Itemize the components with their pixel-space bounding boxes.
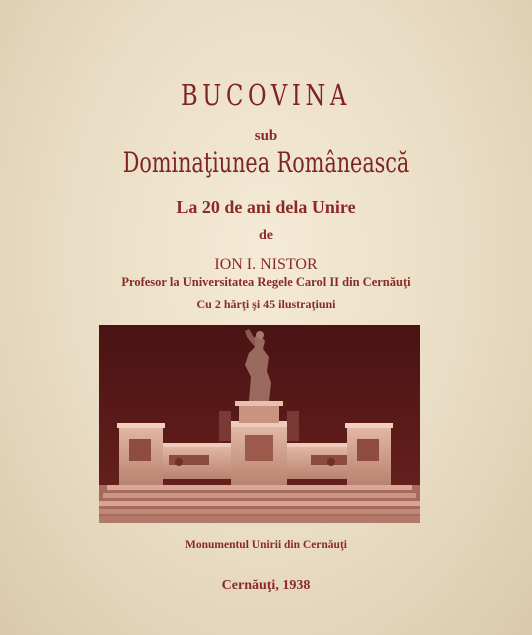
book-title: BUCOVINA (181, 78, 351, 112)
book-subtitle: Dominaţiunea Românească (122, 146, 410, 179)
by-line: de (259, 228, 273, 243)
illustrations-note: Cu 2 hărţi şi 45 ilustraţiuni (196, 297, 336, 311)
author-name: ION I. NISTOR (214, 256, 318, 273)
photo-caption: Monumentul Unirii din Cernăuţi (185, 539, 347, 551)
author-affiliation: Profesor la Universitatea Regele Carol II din Cernăuţi (121, 275, 411, 289)
place-and-year: Cernăuţi, 1938 (221, 578, 311, 593)
monument-illustration (99, 325, 420, 523)
anniversary-line: La 20 de ani dela Unire (176, 197, 356, 217)
monument-photo (99, 325, 420, 523)
title-connector: sub (254, 128, 278, 144)
